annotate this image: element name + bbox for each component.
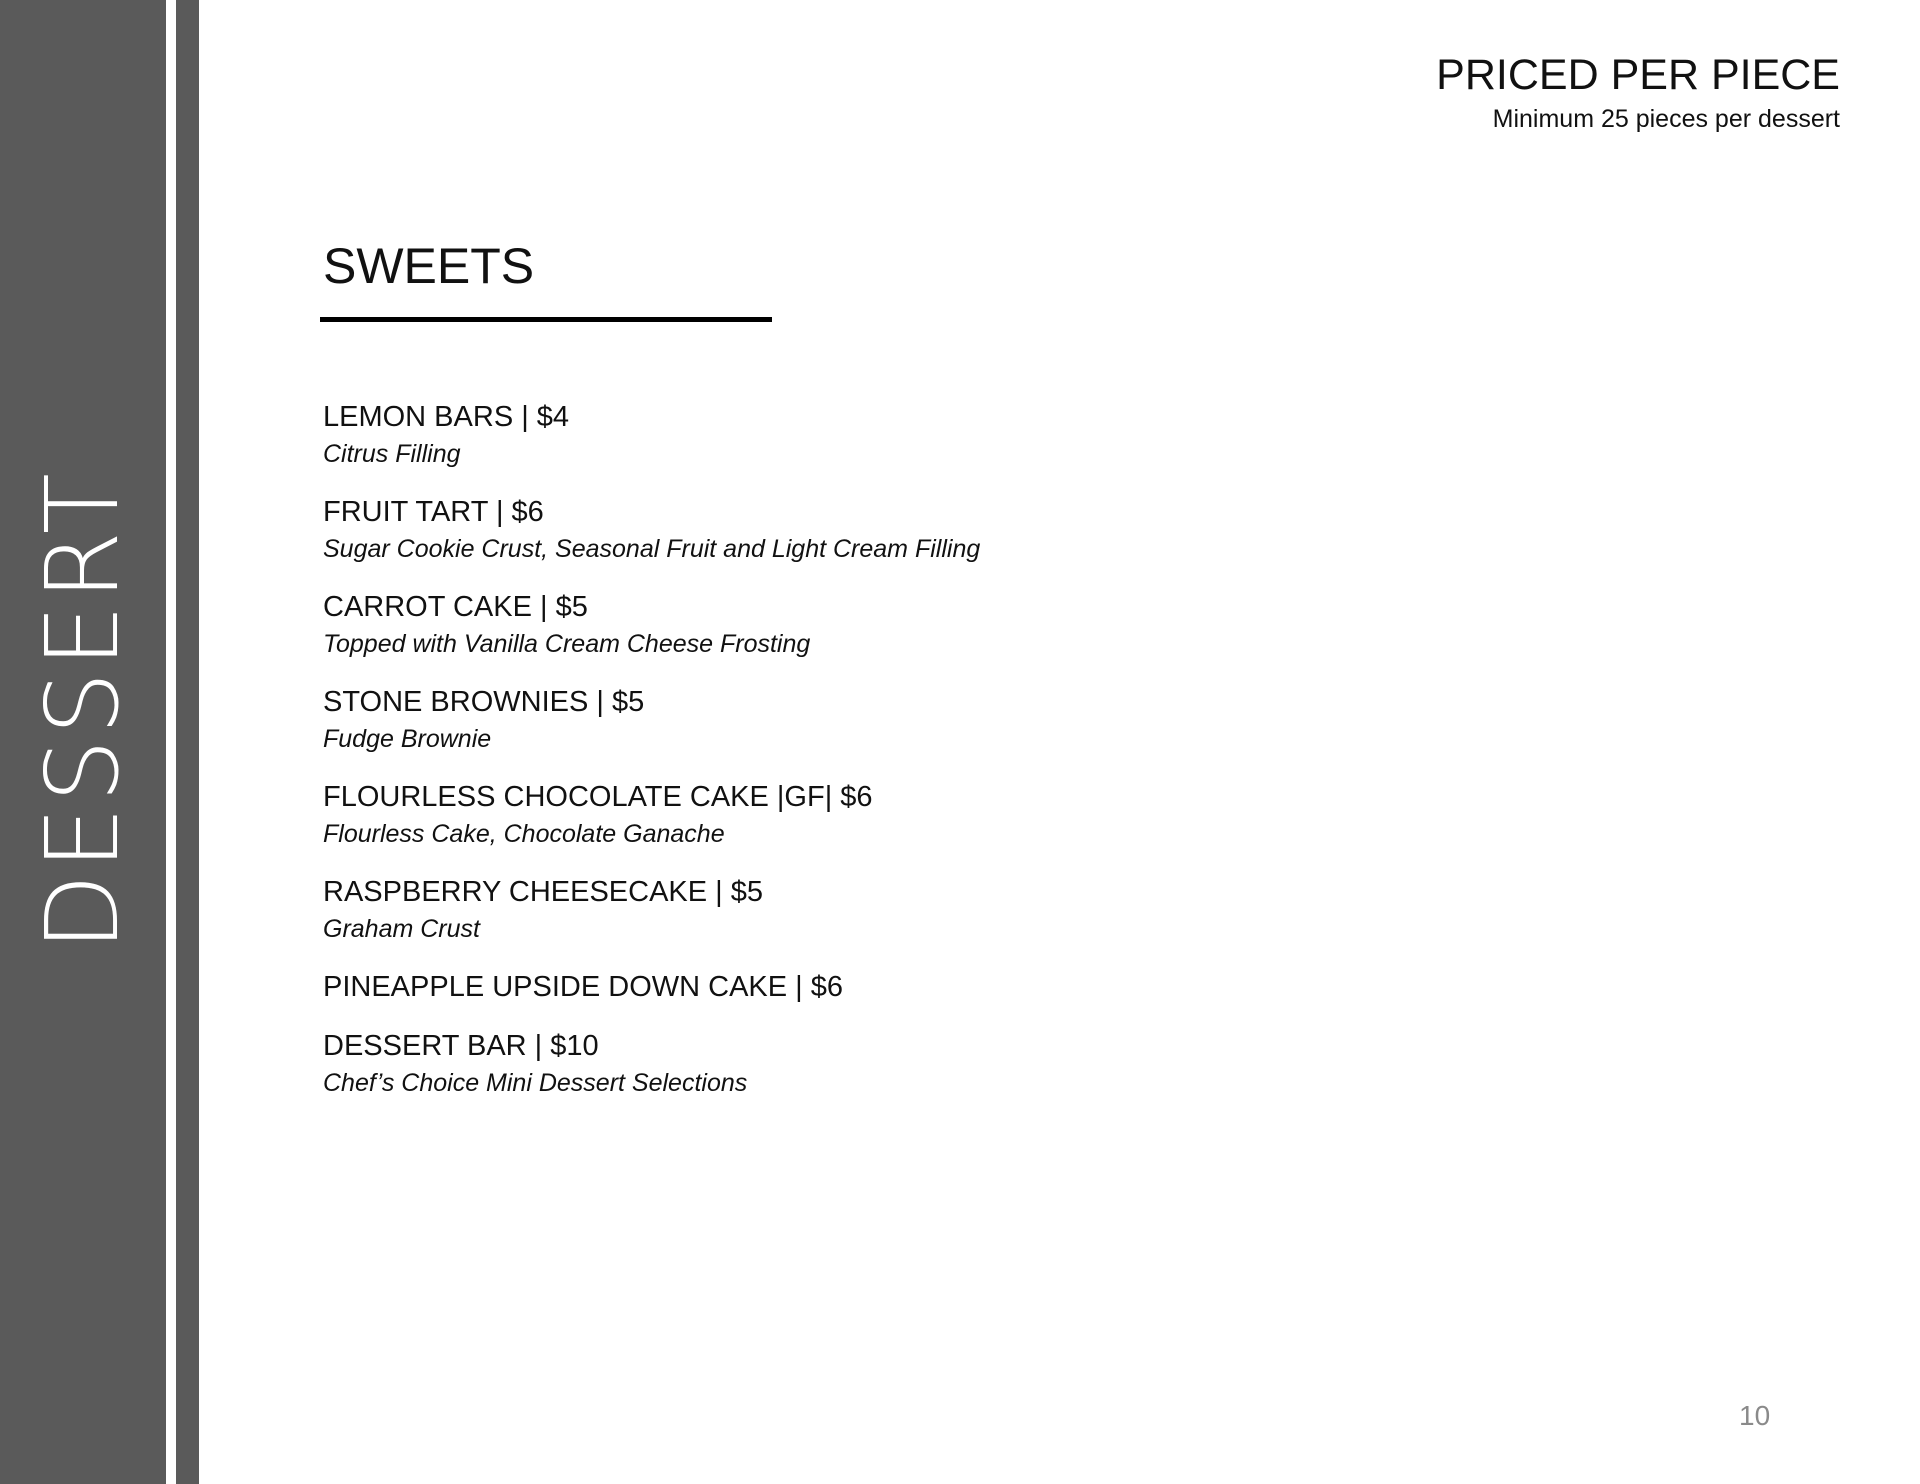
menu-item [323,493,980,567]
menu-item [323,683,980,757]
menu-item-name: STONE BROWNIES | $5 [323,686,645,718]
menu-item [323,778,980,852]
menu-item-name: DESSERT BAR | $10 [323,1030,599,1062]
menu-item-name: RASPBERRY CHEESECAKE | $5 [323,876,764,908]
menu-item [323,588,980,662]
sidebar-title: DESSERT [24,469,141,951]
menu-item-description: Fudge Brownie [323,725,492,753]
section-title: SWEETS [323,238,535,294]
menu-item [323,968,980,1006]
sidebar-panel [0,0,166,1484]
pricing-header [1436,50,1840,136]
menu-item-description: Citrus Filling [323,440,461,468]
menu-item [323,398,980,472]
menu-item-name: LEMON BARS | $4 [323,401,570,433]
menu-item [323,1027,980,1101]
menu-item-name: PINEAPPLE UPSIDE DOWN CAKE | $6 [323,971,844,1003]
menu-item-name: FRUIT TART | $6 [323,496,544,528]
menu-item-name: FLOURLESS CHOCOLATE CAKE |GF| $6 [323,781,873,813]
menu-item-description: Flourless Cake, Chocolate Ganache [323,820,725,848]
menu-item-description: Graham Crust [323,915,480,943]
menu-item [323,873,980,947]
menu-item-description: Chef’s Choice Mini Dessert Selections [323,1069,748,1097]
page-number: 10 [1739,1400,1771,1431]
menu-item-description: Sugar Cookie Crust, Seasonal Fruit and Light Cream Filling [323,535,981,563]
pricing-title: PRICED PER PIECE [1436,51,1840,99]
menu-list [323,398,980,1122]
menu-item-description: Topped with Vanilla Cream Cheese Frosting [323,630,811,658]
section-divider [320,317,772,322]
pricing-subtitle: Minimum 25 pieces per dessert [1492,105,1840,133]
sidebar-gap [166,0,176,1484]
menu-item-name: CARROT CAKE | $5 [323,591,588,623]
sidebar-stripe [176,0,199,1484]
